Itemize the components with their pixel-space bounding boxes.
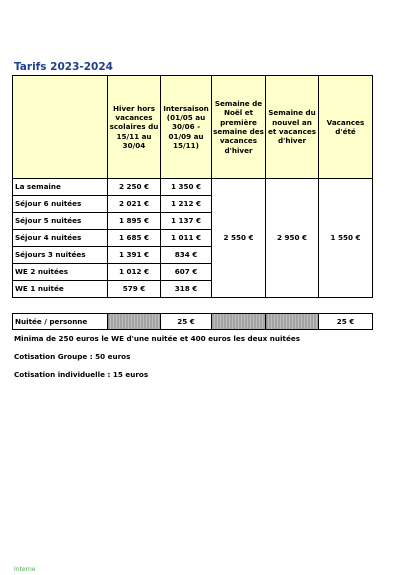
- row-label: Séjours 3 nuitées: [13, 247, 108, 264]
- tariff-table: [12, 75, 373, 298]
- row-label: La semaine: [13, 179, 108, 196]
- hatched-cell: [266, 314, 319, 330]
- nuitee-label: Nuitée / personne: [13, 314, 108, 330]
- price-intersaison: 1 350 €: [161, 179, 212, 196]
- price-intersaison: 1 011 €: [161, 230, 212, 247]
- row-label: Séjour 4 nuitées: [13, 230, 108, 247]
- note-cotisation-groupe: Cotisation Groupe : 50 euros: [14, 352, 131, 361]
- price-hiver: 1 685 €: [108, 230, 161, 247]
- price-intersaison: 1 137 €: [161, 213, 212, 230]
- header-nouvel-an: Semaine du nouvel an et vacances d'hiver: [266, 76, 319, 179]
- header-hiver: Hiver hors vacances scolaires du 15/11 au 30/04: [108, 76, 161, 179]
- nuitee-table: [12, 313, 373, 330]
- header-cell-blank: [13, 76, 108, 179]
- nuitee-price-ete: 25 €: [319, 314, 373, 330]
- hatched-cell: [108, 314, 161, 330]
- header-ete: Vacances d'été: [319, 76, 373, 179]
- note-cotisation-individuelle: Cotisation individuelle : 15 euros: [14, 370, 149, 379]
- price-ete: 1 550 €: [319, 179, 373, 298]
- price-hiver: 1 895 €: [108, 213, 161, 230]
- price-hiver: 2 021 €: [108, 196, 161, 213]
- price-intersaison: 834 €: [161, 247, 212, 264]
- row-label: WE 2 nuitées: [13, 264, 108, 281]
- table-row: [13, 179, 373, 196]
- nuitee-row: [13, 314, 373, 330]
- row-label: Séjour 5 nuitées: [13, 213, 108, 230]
- table-header-row: [13, 76, 373, 179]
- price-hiver: 1 391 €: [108, 247, 161, 264]
- price-noel: 2 550 €: [212, 179, 266, 298]
- price-hiver: 2 250 €: [108, 179, 161, 196]
- price-hiver: 579 €: [108, 281, 161, 298]
- price-intersaison: 318 €: [161, 281, 212, 298]
- price-intersaison: 1 212 €: [161, 196, 212, 213]
- price-nouvel-an: 2 950 €: [266, 179, 319, 298]
- hatched-cell: [212, 314, 266, 330]
- footer-label: Interne: [14, 566, 36, 573]
- price-hiver: 1 012 €: [108, 264, 161, 281]
- nuitee-price-intersaison: 25 €: [161, 314, 212, 330]
- page-title: Tarifs 2023-2024: [14, 61, 113, 73]
- note-minima: Minima de 250 euros le WE d'une nuitée et 400 euros les deux nuitées: [14, 334, 300, 343]
- header-intersaison: Intersaison (01/05 au 30/06 - 01/09 au 15/11): [161, 76, 212, 179]
- row-label: Séjour 6 nuitées: [13, 196, 108, 213]
- header-noel: Semaine de Noël et première semaine des vacances d'hiver: [212, 76, 266, 179]
- row-label: WE 1 nuitée: [13, 281, 108, 298]
- price-intersaison: 607 €: [161, 264, 212, 281]
